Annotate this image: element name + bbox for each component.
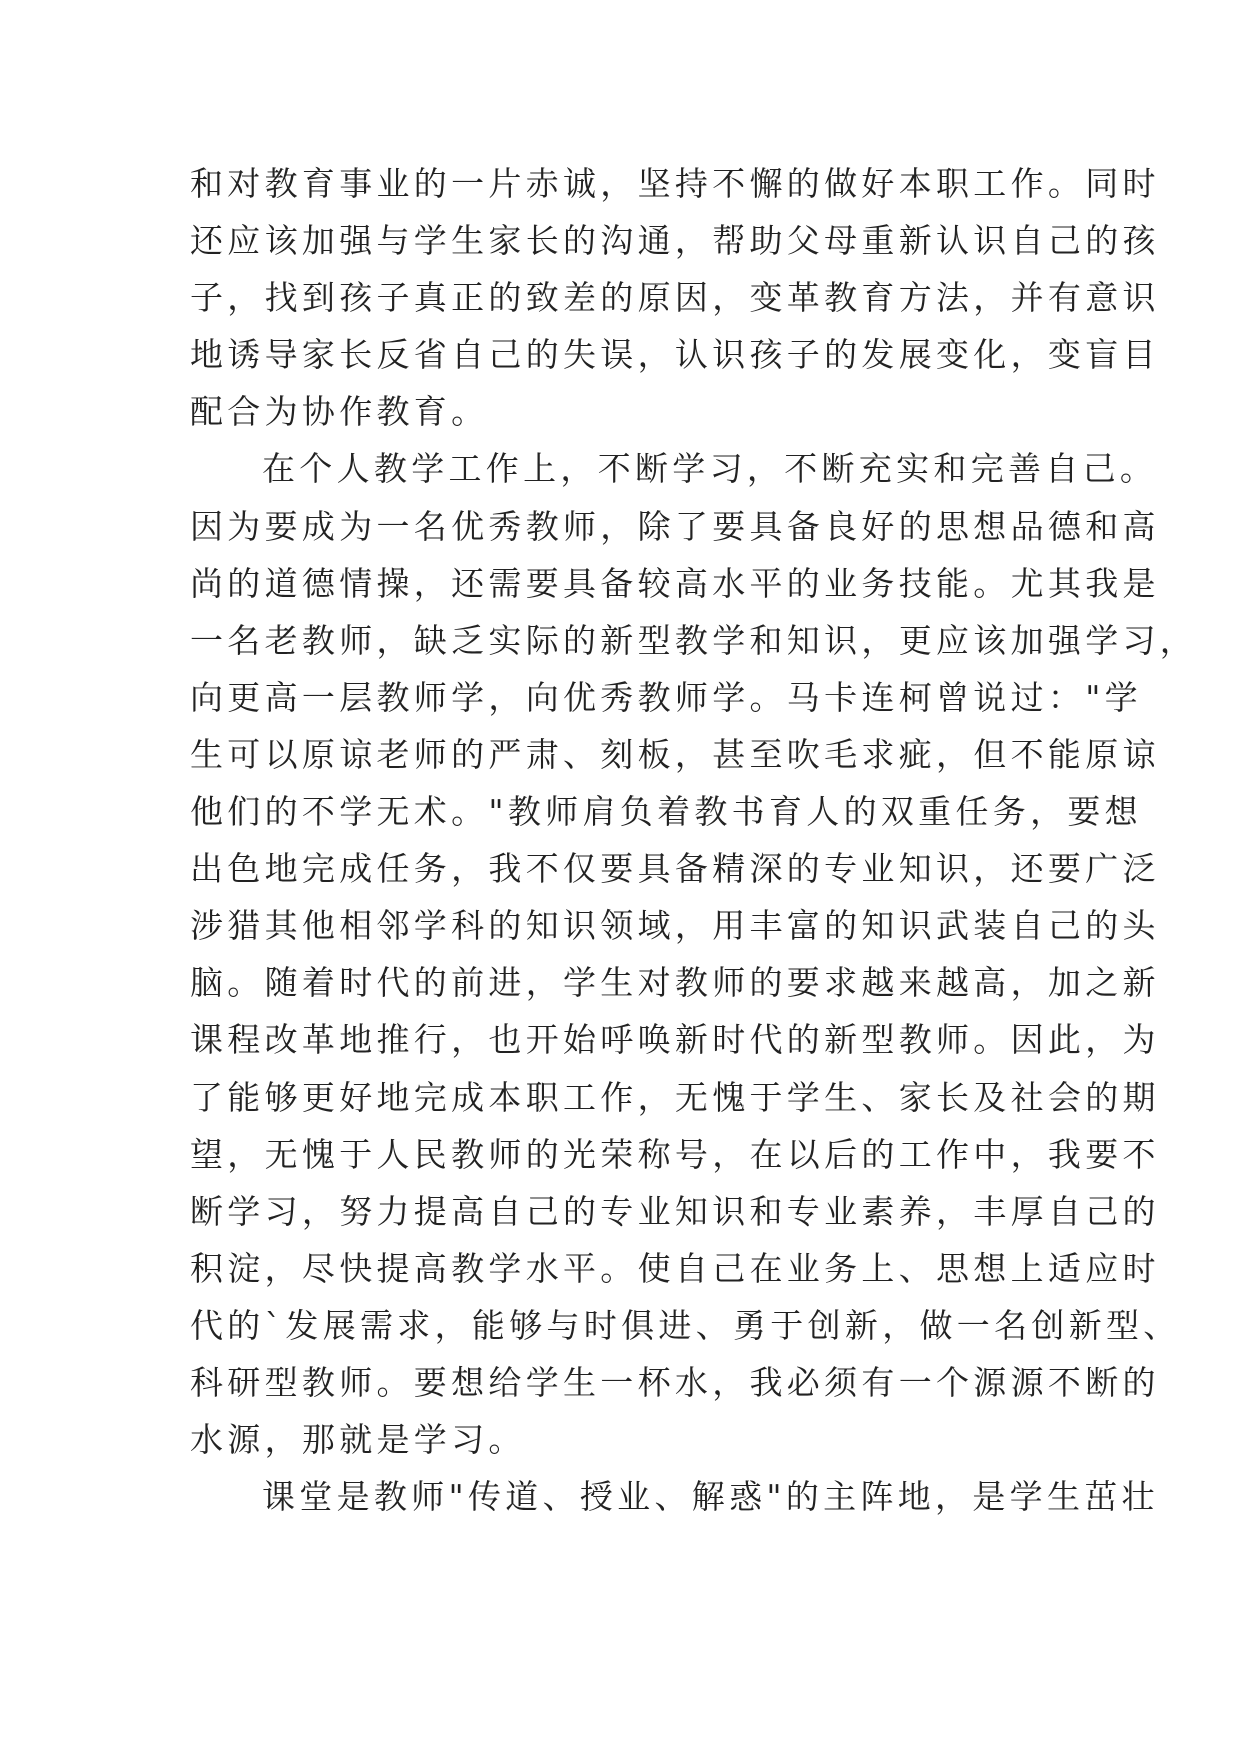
- text-line: 出色地完成任务，我不仅要具备精深的专业知识，还要广泛: [190, 849, 1160, 889]
- text-line: 课程改革地推行，也开始呼唤新时代的新型教师。因此，为: [190, 1020, 1160, 1060]
- body-text: [190, 155, 1198, 1525]
- text-line: 一名老教师，缺乏实际的新型教学和知识，更应该加强学习，: [190, 620, 1198, 660]
- text-line: 尚的道德情操，还需要具备较高水平的业务技能。尤其我是: [190, 563, 1160, 603]
- text-line: 向更高一层教师学，向优秀教师学。马卡连柯曾说过："学: [190, 677, 1142, 717]
- text-line: 地诱导家长反省自己的失误，认识孩子的发展变化，变盲目: [190, 335, 1160, 375]
- text-line: 脑。随着时代的前进，学生对教师的要求越来越高，加之新: [190, 963, 1160, 1003]
- paragraph-first-line: 课堂是教师"传道、授业、解惑"的主阵地，是学生茁壮: [262, 1477, 1159, 1517]
- text-line: 配合为协作教育。: [190, 392, 489, 432]
- paragraph-first-line: 在个人教学工作上，不断学习，不断充实和完善自己。: [262, 449, 1158, 489]
- text-line: 望，无愧于人民教师的光荣称号，在以后的工作中，我要不: [190, 1134, 1160, 1174]
- text-line: 科研型教师。要想给学生一杯水，我必须有一个源源不断的: [190, 1362, 1160, 1402]
- text-line: 因为要成为一名优秀教师，除了要具备良好的思想品德和高: [190, 506, 1160, 546]
- text-line: 还应该加强与学生家长的沟通，帮助父母重新认识自己的孩: [190, 221, 1160, 261]
- text-line: 断学习，努力提高自己的专业知识和专业素养，丰厚自己的: [190, 1191, 1160, 1231]
- text-line: 生可以原谅老师的严肃、刻板，甚至吹毛求疵，但不能原谅: [190, 734, 1160, 774]
- text-line: 涉猎其他相邻学科的知识领域，用丰富的知识武装自己的头: [190, 906, 1160, 946]
- text-line: 积淀，尽快提高教学水平。使自己在业务上、思想上适应时: [190, 1248, 1160, 1288]
- text-line: 水源，那就是学习。: [190, 1420, 526, 1460]
- text-line: 了能够更好地完成本职工作，无愧于学生、家长及社会的期: [190, 1077, 1160, 1117]
- text-line: 子，找到孩子真正的致差的原因，变革教育方法，并有意识: [190, 278, 1160, 318]
- text-line: 代的`发展需求，能够与时俱进、勇于创新，做一名创新型、: [190, 1305, 1181, 1345]
- text-line: 和对教育事业的一片赤诚，坚持不懈的做好本职工作。同时: [190, 164, 1160, 203]
- text-line: 他们的不学无术。"教师肩负着教书育人的双重任务，要想: [190, 792, 1142, 832]
